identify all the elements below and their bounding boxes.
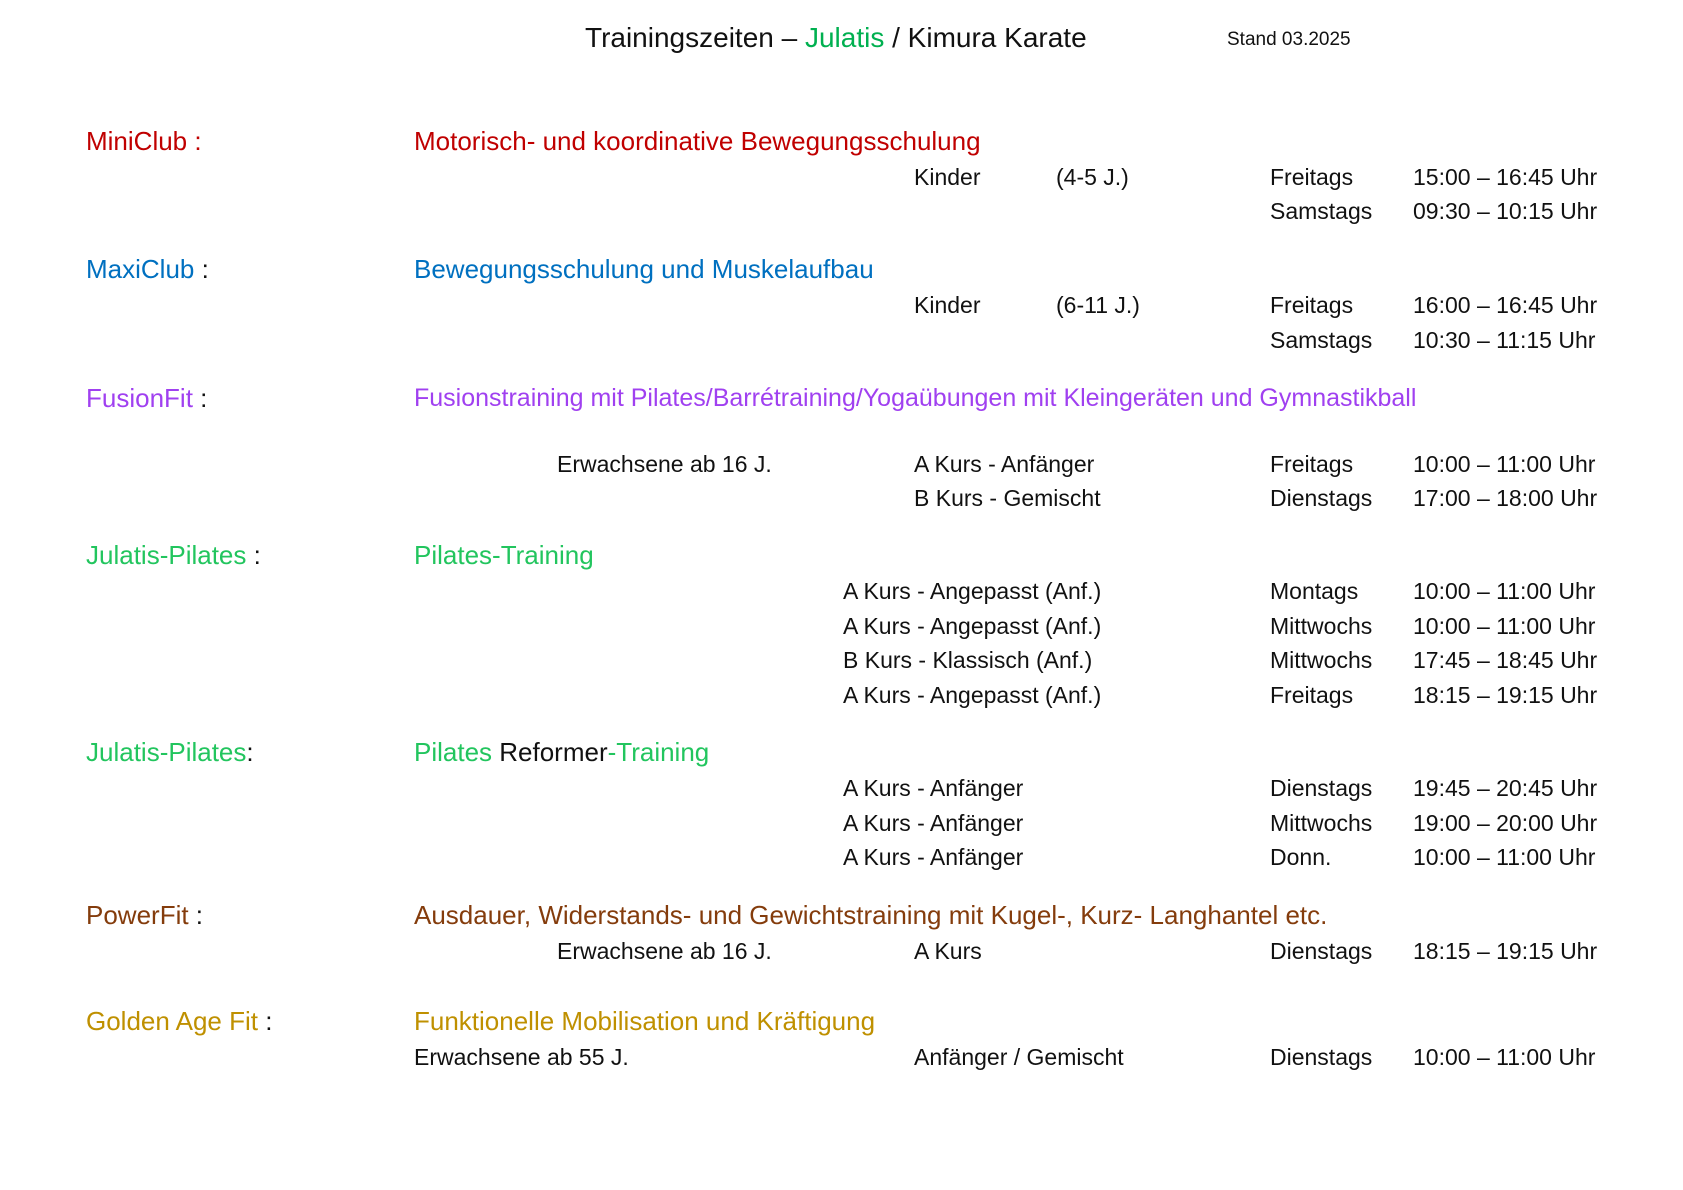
section-name-text: PowerFit: [86, 900, 189, 930]
time-slot: 10:30 – 11:15 Uhr: [1413, 327, 1596, 353]
time-slot: 17:00 – 18:00 Uhr: [1413, 485, 1598, 511]
time-slot: 17:45 – 18:45 Uhr: [1413, 647, 1598, 673]
time-slot: 10:00 – 11:00 Uhr: [1413, 451, 1596, 477]
course: B Kurs - Klassisch (Anf.): [843, 647, 1093, 673]
section-name: MiniClub :: [86, 126, 202, 156]
target-group: Kinder: [914, 292, 981, 318]
section-colon: :: [258, 1006, 273, 1036]
age-range: (4-5 J.): [1056, 164, 1129, 190]
section-description: Motorisch- und koordinative Bewegungsschulung: [414, 126, 981, 156]
section-colon: :: [246, 540, 261, 570]
time-slot: 16:00 – 16:45 Uhr: [1413, 292, 1598, 318]
audience: Erwachsene ab 16 J.: [557, 451, 772, 477]
section-name: [86, 898, 203, 932]
course: A Kurs - Anfänger: [843, 844, 1024, 870]
course: A Kurs - Angepasst (Anf.): [843, 578, 1102, 604]
target-group: Kinder: [914, 164, 981, 190]
section-description: Fusionstraining mit Pilates/Barrétraining/Yogaübungen mit Kleingeräten und Gymnastikball: [414, 384, 1417, 412]
weekday: Mittwochs: [1270, 647, 1373, 673]
time-slot: 10:00 – 11:00 Uhr: [1413, 578, 1596, 604]
course: A Kurs - Angepasst (Anf.): [843, 682, 1102, 708]
weekday: Mittwochs: [1270, 613, 1373, 639]
weekday: Dienstags: [1270, 1044, 1373, 1070]
course: A Kurs - Anfänger: [914, 451, 1095, 477]
course: A Kurs - Angepasst (Anf.): [843, 613, 1102, 639]
audience: Erwachsene ab 55 J.: [414, 1044, 629, 1070]
page-title: [585, 20, 1087, 56]
title-part1: Trainingszeiten –: [585, 22, 805, 53]
time-slot: 18:15 – 19:15 Uhr: [1413, 938, 1598, 964]
weekday: Donn.: [1270, 844, 1332, 870]
weekday: Dienstags: [1270, 485, 1373, 511]
section-name-text: Julatis-Pilates: [86, 737, 247, 767]
weekday: Freitags: [1270, 451, 1354, 477]
title-part2: / Kimura Karate: [884, 22, 1087, 53]
section-description: Bewegungsschulung und Muskelaufbau: [414, 254, 874, 284]
time-slot: 18:15 – 19:15 Uhr: [1413, 682, 1598, 708]
weekday: Montags: [1270, 578, 1359, 604]
time-slot: 19:00 – 20:00 Uhr: [1413, 810, 1598, 836]
section-name: [86, 1004, 272, 1038]
weekday: Freitags: [1270, 682, 1354, 708]
section-description: Funktionelle Mobilisation und Kräftigung: [414, 1006, 876, 1036]
course: A Kurs - Anfänger: [843, 810, 1024, 836]
section-name: [86, 252, 209, 286]
time-slot: 10:00 – 11:00 Uhr: [1413, 613, 1596, 639]
desc-part1: Pilates: [414, 737, 500, 767]
audience: Erwachsene ab 16 J.: [557, 938, 772, 964]
course: A Kurs - Anfänger: [843, 775, 1024, 801]
time-slot: 10:00 – 11:00 Uhr: [1413, 1044, 1596, 1070]
section-description: Ausdauer, Widerstands- und Gewichtstraining mit Kugel-, Kurz- Langhantel etc.: [414, 900, 1328, 930]
desc-part3: -Training: [607, 737, 710, 767]
weekday: Samstags: [1270, 327, 1373, 353]
section-colon: :: [194, 254, 209, 284]
section-name: [86, 538, 261, 572]
stand-date: Stand 03.2025: [1227, 29, 1351, 50]
section-name-text: Golden Age Fit: [86, 1006, 258, 1036]
weekday: Mittwochs: [1270, 810, 1373, 836]
section-name-text: MaxiClub: [86, 254, 195, 284]
course: A Kurs: [914, 938, 982, 964]
section-colon: :: [192, 383, 208, 413]
course: Anfänger / Gemischt: [914, 1044, 1124, 1070]
title-brand: Julatis: [804, 22, 885, 53]
time-slot: 10:00 – 11:00 Uhr: [1413, 844, 1596, 870]
weekday: Samstags: [1270, 198, 1373, 224]
section-name-text: Julatis-Pilates: [86, 540, 247, 570]
weekday: Freitags: [1270, 164, 1354, 190]
weekday: Dienstags: [1270, 775, 1373, 801]
section-name: [86, 381, 207, 415]
time-slot: 15:00 – 16:45 Uhr: [1413, 164, 1598, 190]
section-name-text: FusionFit: [86, 383, 193, 413]
time-slot: 19:45 – 20:45 Uhr: [1413, 775, 1598, 801]
time-slot: 09:30 – 10:15 Uhr: [1413, 198, 1598, 224]
section-colon: :: [188, 900, 204, 930]
desc-part2: Reformer: [499, 737, 608, 767]
course: B Kurs - Gemischt: [914, 485, 1101, 511]
section-description: Pilates-Training: [414, 540, 594, 570]
section-colon: :: [246, 737, 254, 767]
weekday: Freitags: [1270, 292, 1354, 318]
age-range: (6-11 J.): [1056, 292, 1140, 318]
section-description: [414, 735, 709, 769]
section-name: [86, 735, 254, 769]
weekday: Dienstags: [1270, 938, 1373, 964]
